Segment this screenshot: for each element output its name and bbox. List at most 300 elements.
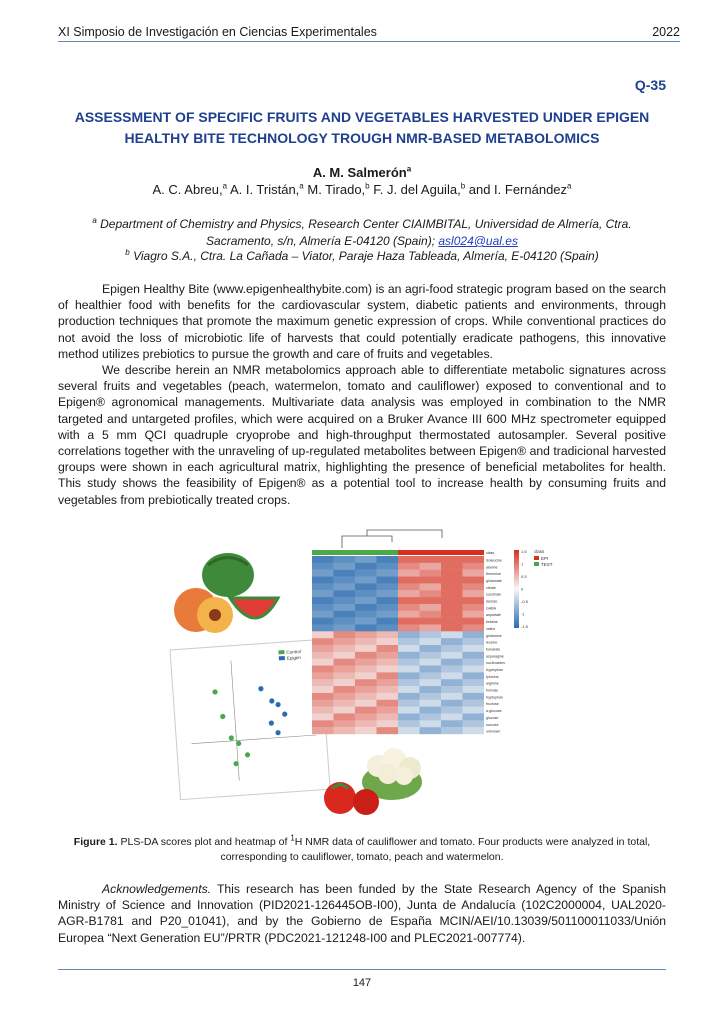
heatmap-cell — [355, 707, 377, 714]
author-sup: b — [365, 181, 370, 191]
heatmap-cell — [355, 638, 377, 645]
heatmap-cell — [334, 720, 356, 727]
heatmap-cell — [463, 556, 485, 563]
legend-item-test: TEST — [541, 562, 553, 567]
heatmap-cell — [334, 679, 356, 686]
heatmap-cell — [463, 645, 485, 652]
heatmap-row-label: asparagine — [486, 654, 504, 659]
heatmap-cell — [463, 577, 485, 584]
heatmap-cell — [355, 563, 377, 570]
heatmap-cell — [312, 679, 334, 686]
heatmap-cell — [312, 556, 334, 563]
heatmap-cell — [334, 652, 356, 659]
heatmap-cell — [441, 672, 463, 679]
author-name: F. J. del Aguila, — [369, 182, 461, 197]
heatmap-cell — [312, 638, 334, 645]
abstract-paragraph-1 — [58, 281, 666, 362]
heatmap-cell — [441, 618, 463, 625]
heatmap-cell — [312, 611, 334, 618]
heatmap-cell — [377, 556, 399, 563]
heatmap-cell — [377, 563, 399, 570]
heatmap-cell — [463, 666, 485, 673]
heatmap-cell — [377, 727, 399, 734]
heatmap-cell — [441, 638, 463, 645]
heatmap-cell — [377, 645, 399, 652]
heatmap-cell — [398, 707, 420, 714]
heatmap-row-label: threonine — [486, 572, 501, 577]
heatmap-cell — [420, 645, 442, 652]
heatmap-cell — [463, 659, 485, 666]
heatmap-cell — [463, 638, 485, 645]
heatmap-cell — [398, 727, 420, 734]
author-sup: b — [460, 181, 466, 191]
heatmap-cell — [420, 693, 442, 700]
heatmap-cell — [420, 659, 442, 666]
presenting-author-name: A. M. Salmerón — [312, 165, 407, 180]
heatmap-cell — [420, 556, 442, 563]
heatmap-cell — [420, 624, 442, 631]
heatmap-cell — [355, 597, 377, 604]
heatmap-cell — [312, 666, 334, 673]
heatmap-row-label: aspartate — [486, 613, 501, 618]
affiliation-b — [58, 248, 666, 265]
heatmap-row-label: nucleosides — [486, 661, 505, 666]
heatmap-cell — [398, 666, 420, 673]
heatmap-cell — [463, 611, 485, 618]
heatmap-cell — [398, 652, 420, 659]
running-header-title: XI Simposio de Investigación en Ciencias Experimentales — [58, 25, 377, 39]
heatmap-cell — [398, 638, 420, 645]
heatmap-cell — [355, 645, 377, 652]
heatmap-cell — [463, 707, 485, 714]
heatmap-cell — [312, 618, 334, 625]
heatmap-cell — [377, 713, 399, 720]
heatmap-cell — [312, 590, 334, 597]
heatmap-cell — [355, 618, 377, 625]
heatmap-cell — [398, 693, 420, 700]
heatmap-cell — [355, 611, 377, 618]
heatmap-cell — [441, 563, 463, 570]
heatmap-cell — [377, 707, 399, 714]
color-scale-tick: 1.5 — [521, 549, 527, 554]
heatmap-row-label: betaine — [486, 620, 498, 625]
caption-text-end: H NMR data of cauliflower and tomato. Four products were analyzed in total, corresponding to cauliflower, tomato, peach and watermelon. — [220, 836, 651, 863]
heatmap-cell — [312, 570, 334, 577]
running-header-year: 2022 — [652, 25, 680, 39]
heatmap-cell — [420, 638, 442, 645]
heatmap-cell — [377, 590, 399, 597]
abstract-code: Q-35 — [634, 77, 666, 93]
heatmap-cell — [312, 672, 334, 679]
column-dendrogram — [342, 530, 442, 548]
author-sup: a — [567, 181, 572, 191]
heatmap-cell — [334, 618, 356, 625]
heatmap-cell — [398, 611, 420, 618]
heatmap-cell — [420, 577, 442, 584]
heatmap-cell — [377, 666, 399, 673]
author-name: A. C. Abreu, — [152, 182, 223, 197]
heatmap-cell — [398, 556, 420, 563]
heatmap-row-label: sucrose — [486, 722, 499, 727]
heatmap-cell — [441, 652, 463, 659]
heatmap-cell — [420, 652, 442, 659]
heatmap-cell — [312, 645, 334, 652]
heatmap-cell — [398, 672, 420, 679]
heatmap-cell — [420, 618, 442, 625]
heatmap-row-label: glucose — [486, 715, 499, 720]
heatmap — [312, 530, 553, 734]
heatmap-cell — [463, 631, 485, 638]
heatmap-cell — [441, 624, 463, 631]
heatmap-row-label: arginine — [486, 681, 499, 686]
heatmap-cell — [355, 727, 377, 734]
author-name: M. Tirado, — [303, 182, 366, 197]
heatmap-cell — [398, 720, 420, 727]
page-number: 147 — [352, 977, 372, 989]
acknowledgements — [58, 881, 666, 946]
heatmap-cell — [377, 624, 399, 631]
heatmap-cell — [463, 590, 485, 597]
heatmap-cell — [312, 686, 334, 693]
heatmap-cell — [441, 570, 463, 577]
heatmap-cell — [441, 577, 463, 584]
presenting-author-sup: a — [406, 164, 412, 174]
legend-label-epigen: Epigen — [286, 654, 302, 661]
heatmap-cell — [398, 700, 420, 707]
heatmap-cell — [441, 556, 463, 563]
heatmap-cell — [398, 713, 420, 720]
heatmap-cell — [312, 713, 334, 720]
heatmap-cell — [398, 631, 420, 638]
heatmap-cell — [312, 597, 334, 604]
heatmap-cell — [334, 686, 356, 693]
figure-1 — [160, 520, 568, 820]
heatmap-cell — [441, 666, 463, 673]
heatmap-row-label: alanine — [486, 565, 498, 570]
heatmap-row-label: tyrosine — [486, 674, 499, 679]
heatmap-cell — [441, 590, 463, 597]
heatmap-cell — [334, 563, 356, 570]
heatmap-cell — [441, 597, 463, 604]
color-scale-tick: -1.5 — [521, 624, 528, 629]
heatmap-cell — [441, 679, 463, 686]
heatmap-cell — [377, 700, 399, 707]
heatmap-cell — [334, 666, 356, 673]
heatmap-cell — [420, 631, 442, 638]
heatmap-cell — [334, 693, 356, 700]
heatmap-cell — [398, 624, 420, 631]
heatmap-row-label: GABA — [486, 606, 496, 611]
heatmap-cell — [441, 700, 463, 707]
abstract-paragraph-1-text: Epigen Healthy Bite (www.epigenhealthybite.com) is an agri-food strategic program based on the search of healthier food with benefits for the cardiovascular system, diabetic patients and environments, through production techniques that promote the maximum genetic expression of crops. While conventional practices do not avoid the loss of microbiotic life of harvests that could potentially eradicate pathogens, this innovative method utilizes prebiotics to pursue the growth and care of fruits and vegetables. — [58, 282, 666, 361]
heatmap-cell — [334, 604, 356, 611]
heatmap-cell — [334, 672, 356, 679]
heatmap-cell — [441, 713, 463, 720]
heatmap-cell — [312, 659, 334, 666]
legend-swatch-control — [278, 650, 284, 654]
heatmap-cell — [377, 611, 399, 618]
heatmap-cell — [355, 570, 377, 577]
caption-sup: 1 — [290, 833, 295, 843]
figure-caption — [58, 835, 666, 865]
heatmap-cell — [312, 707, 334, 714]
heatmap-row-label: tryptophan — [486, 695, 503, 700]
legend-swatch-test — [534, 562, 539, 566]
heatmap-cell — [377, 618, 399, 625]
heatmap-cell — [398, 577, 420, 584]
heatmap-cell — [377, 693, 399, 700]
heatmap-cell — [441, 693, 463, 700]
heatmap-cell — [312, 631, 334, 638]
heatmap-cell — [420, 590, 442, 597]
heatmap-cell — [334, 583, 356, 590]
heatmap-cell — [377, 604, 399, 611]
heatmap-cell — [312, 604, 334, 611]
color-scale-bar — [514, 550, 519, 628]
heatmap-cell — [377, 672, 399, 679]
heatmap-cell — [377, 638, 399, 645]
heatmap-row-label: leucine — [486, 640, 498, 645]
heatmap-cell — [463, 720, 485, 727]
author-list — [0, 182, 724, 197]
heatmap-cell — [398, 563, 420, 570]
heatmap-cell — [355, 659, 377, 666]
color-scale-tick: 0.5 — [521, 574, 527, 579]
heatmap-cell — [463, 700, 485, 707]
heatmap-cell — [420, 570, 442, 577]
heatmap-cell — [441, 659, 463, 666]
heatmap-cell — [398, 645, 420, 652]
heatmap-cell — [398, 597, 420, 604]
heatmap-cell — [312, 624, 334, 631]
heatmap-cell — [398, 659, 420, 666]
heatmap-cell — [398, 604, 420, 611]
heatmap-cell — [377, 577, 399, 584]
heatmap-cell — [334, 645, 356, 652]
heatmap-cell — [377, 720, 399, 727]
heatmap-cell — [420, 700, 442, 707]
heatmap-cell — [334, 707, 356, 714]
heatmap-cell — [463, 583, 485, 590]
heatmap-row-labels — [486, 551, 505, 734]
heatmap-cell — [355, 624, 377, 631]
heatmap-cell — [463, 618, 485, 625]
heatmap-cell — [420, 563, 442, 570]
heatmap-cell — [441, 611, 463, 618]
heatmap-cell — [377, 597, 399, 604]
heatmap-cell — [441, 645, 463, 652]
heatmap-cell — [420, 666, 442, 673]
abstract-paragraph-2-text: We describe herein an NMR metabolomics approach able to differentiate metabolic signatures across several fruits and vegetables (peach, watermelon, tomato and cauliflower) exposed to conventional and to Epigen® agronomical managements. Multivariate data analysis was employed in combination to the NMR targeted and untargeted profiles, which were acquired on a Bruker Avance III 600 MHz spectrometer equipped with a 5 mm QCI quadruple cryoprobe and high-throughput thermostated autosampler. Several positive correlations together with the unraveling of up-regulated metabolites between Epigen® and tradicional harvested groups were shown in each agricultural matrix, highlighting the presence of beneficial metabolites for health. This study shows the feasibility of Epigen® as a potential tool to increase health by consuming fruits and vegetables from prebiotically treated crops. — [58, 363, 666, 507]
heatmap-cell — [355, 713, 377, 720]
heatmap-row-label: glutamate — [486, 579, 502, 584]
color-scale-tick: -0.5 — [521, 599, 528, 604]
header-rule — [58, 41, 680, 42]
heatmap-cell — [334, 700, 356, 707]
heatmap-cell — [334, 611, 356, 618]
class-bar-epi — [398, 550, 484, 555]
heatmap-cell — [334, 556, 356, 563]
affiliation-a-text: Department of Chemistry and Physics, Research Center CIAIMBITAL, Universidad de Almería, Ctra. Sacramento, s/n, Almería E-04120 (Spain); — [96, 217, 632, 248]
heatmap-cell — [398, 583, 420, 590]
legend-label-control: Control — [286, 648, 302, 655]
caption-label: Figure 1. — [73, 836, 118, 848]
heatmap-cell — [334, 659, 356, 666]
heatmap-row-label: lactose — [486, 599, 498, 604]
heatmap-cell — [377, 659, 399, 666]
author-sup: a — [299, 181, 304, 191]
heatmap-cell — [334, 631, 356, 638]
heatmap-cell — [463, 652, 485, 659]
heatmap-cell — [420, 597, 442, 604]
heatmap-cell — [355, 556, 377, 563]
heatmap-cell — [377, 679, 399, 686]
heatmap-cell — [420, 713, 442, 720]
heatmap-cell — [377, 686, 399, 693]
color-scale-tick: 0 — [521, 586, 524, 592]
heatmap-cell — [355, 583, 377, 590]
heatmap-cell — [355, 693, 377, 700]
heatmap-row-label: succinate — [486, 592, 502, 597]
heatmap-row-label: glutamine — [486, 633, 502, 638]
heatmap-cell — [463, 713, 485, 720]
heatmap-cells — [312, 556, 484, 734]
heatmap-class-label: class — [486, 551, 495, 555]
heatmap-cell — [441, 631, 463, 638]
affiliation-a — [58, 216, 666, 250]
author-sup: a — [222, 181, 228, 191]
heatmap-row-label: unknown — [486, 729, 501, 734]
heatmap-cell — [312, 652, 334, 659]
acknowledgements-text: This research has been funded by the State Research Agency of the Spanish Ministry of Science and Innovation (PID2021-126445OB-I00), Junta de Andalucía (102C2000004, UAL2020-AGR-B1781 and P20_01041), and by the Gobierno de España MCIN/AEI/10.13039/501100011033/Unión Europea “Next Generation EU”/PRTR (PDC2021-121248-I00 and PLEC2021-007774). — [58, 882, 666, 945]
legend-swatch-epigen — [279, 656, 285, 660]
heatmap-cell — [334, 727, 356, 734]
color-scale-tick: 1 — [521, 561, 524, 567]
heatmap-row-label: fumarate — [486, 647, 501, 652]
pls-da-scores-plot — [170, 640, 330, 800]
heatmap-cell — [420, 604, 442, 611]
heatmap-cell — [355, 666, 377, 673]
paper-title: ASSESSMENT OF SPECIFIC FRUITS AND VEGETABLES HARVESTED UNDER EPIGEN HEALTHY BITE TECHNOLOGY TROUGH NMR-BASED METABOLOMICS — [74, 109, 650, 146]
heatmap-cell — [355, 700, 377, 707]
abstract-paragraph-2 — [58, 362, 666, 508]
heatmap-row-label: fructose — [486, 702, 499, 707]
heatmap-cell — [355, 652, 377, 659]
heatmap-cell — [355, 672, 377, 679]
legend-swatch-epi — [534, 556, 539, 560]
heatmap-cell — [334, 713, 356, 720]
heatmap-cell — [463, 604, 485, 611]
heatmap-cell — [334, 597, 356, 604]
color-scale-ticks — [521, 549, 529, 629]
heatmap-row-label: α-glucose — [486, 709, 502, 714]
heatmap-cell — [463, 563, 485, 570]
heatmap-cell — [398, 570, 420, 577]
heatmap-cell — [441, 727, 463, 734]
heatmap-cell — [312, 727, 334, 734]
heatmap-row-label: tryptophan — [486, 668, 503, 673]
heatmap-cell — [420, 686, 442, 693]
heatmap-cell — [355, 720, 377, 727]
legend-title: class — [534, 549, 545, 554]
heatmap-cell — [377, 583, 399, 590]
heatmap-cell — [420, 679, 442, 686]
heatmap-cell — [355, 590, 377, 597]
heatmap-cell — [420, 727, 442, 734]
heatmap-row-label: valine — [486, 626, 496, 631]
heatmap-cell — [420, 720, 442, 727]
heatmap-cell — [441, 583, 463, 590]
heatmap-cell — [441, 707, 463, 714]
heatmap-cell — [312, 700, 334, 707]
color-scale-tick: -1 — [521, 611, 525, 617]
heatmap-cell — [334, 638, 356, 645]
heatmap-cell — [398, 618, 420, 625]
heatmap-cell — [355, 604, 377, 611]
heatmap-cell — [334, 624, 356, 631]
heatmap-cell — [420, 583, 442, 590]
heatmap-cell — [420, 611, 442, 618]
heatmap-cell — [398, 686, 420, 693]
caption-text: PLS-DA scores plot and heatmap of — [117, 836, 291, 848]
heatmap-row-label: citrate — [486, 585, 496, 590]
heatmap-cell — [377, 631, 399, 638]
heatmap-cell — [312, 563, 334, 570]
heatmap-cell — [355, 577, 377, 584]
heatmap-cell — [463, 693, 485, 700]
heatmap-cell — [312, 720, 334, 727]
affiliation-b-text: Viagro S.A., Ctra. La Cañada – Viator, Paraje Haza Tableada, Almería, E-04120 (Spain) — [129, 249, 599, 263]
author-name: and I. Fernández — [465, 182, 568, 197]
heatmap-cell — [420, 672, 442, 679]
presenting-author — [0, 165, 724, 180]
heatmap-cell — [334, 590, 356, 597]
heatmap-cell — [463, 727, 485, 734]
heatmap-cell — [463, 624, 485, 631]
heatmap-cell — [377, 652, 399, 659]
heatmap-cell — [377, 570, 399, 577]
heatmap-cell — [463, 597, 485, 604]
heatmap-cell — [463, 686, 485, 693]
heatmap-cell — [312, 583, 334, 590]
acknowledgements-label: Acknowledgements. — [102, 882, 212, 896]
heatmap-cell — [355, 631, 377, 638]
affiliation-sup: a — [92, 216, 97, 225]
heatmap-cell — [463, 672, 485, 679]
heatmap-cell — [441, 686, 463, 693]
author-name: A. I. Tristán, — [227, 182, 300, 197]
heatmap-cell — [355, 679, 377, 686]
heatmap-cell — [463, 679, 485, 686]
affiliation-sup: b — [125, 248, 130, 257]
heatmap-cell — [334, 570, 356, 577]
email-link[interactable]: asl024@ual.es — [438, 234, 518, 248]
heatmap-cell — [441, 720, 463, 727]
heatmap-cell — [312, 693, 334, 700]
heatmap-cell — [398, 679, 420, 686]
heatmap-row-label: formate — [486, 688, 499, 693]
heatmap-row-label: isoleucine — [486, 558, 502, 563]
heatmap-cell — [398, 590, 420, 597]
heatmap-cell — [441, 604, 463, 611]
heatmap-cell — [463, 570, 485, 577]
footer-rule — [58, 969, 666, 970]
heatmap-cell — [334, 577, 356, 584]
heatmap-cell — [420, 707, 442, 714]
legend-item-epi: EPI — [541, 556, 549, 561]
heatmap-cell — [355, 686, 377, 693]
heatmap-cell — [312, 577, 334, 584]
